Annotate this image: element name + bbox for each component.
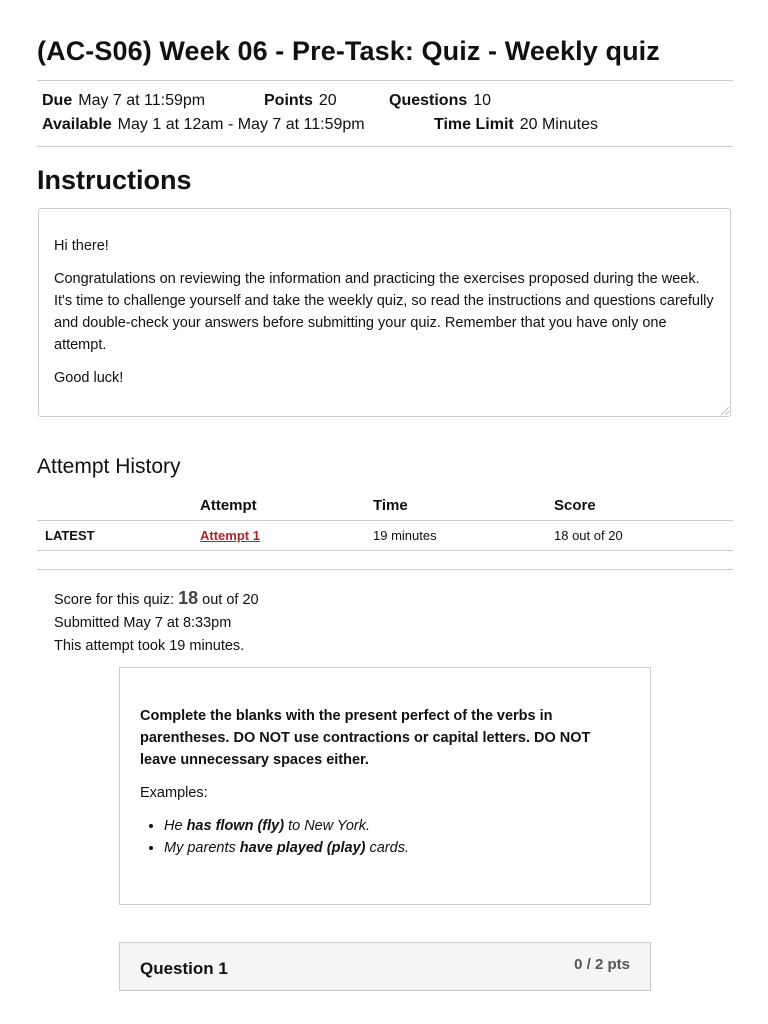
attempt-history-table	[37, 490, 733, 551]
instructions-heading: Instructions	[37, 165, 192, 195]
quiz-score-line	[54, 587, 259, 612]
due-info	[42, 92, 205, 110]
available-info	[42, 116, 365, 134]
points-label: Points	[264, 92, 313, 109]
due-value: May 7 at 11:59pm	[78, 92, 206, 109]
resize-grip-icon[interactable]	[721, 407, 729, 415]
examples-label: Examples:	[140, 785, 208, 801]
score-prefix: Score for this quiz:	[54, 592, 179, 608]
list-item	[164, 837, 630, 859]
time-limit-info	[434, 116, 598, 134]
latest-tag: LATEST	[45, 528, 95, 543]
duration-line: This attempt took 19 minutes.	[54, 638, 245, 654]
column-header-attempt: Attempt	[200, 490, 373, 521]
examples-list	[140, 815, 630, 859]
questions-label: Questions	[389, 92, 468, 109]
points-value: 20	[318, 92, 337, 109]
questions-info	[389, 92, 491, 110]
example-text: to New York.	[284, 818, 371, 834]
example-text: My parents	[164, 840, 240, 856]
column-header-tag	[37, 490, 200, 521]
example-text: cards.	[365, 840, 409, 856]
time-limit-label: Time Limit	[434, 116, 514, 133]
question-title: Question 1	[140, 959, 228, 978]
list-item	[164, 815, 630, 837]
page-title: (AC-S06) Week 06 - Pre-Task: Quiz - Weekly quiz	[37, 36, 660, 66]
column-header-score: Score	[554, 490, 733, 521]
time-limit-value: 20 Minutes	[519, 116, 598, 133]
submitted-line: Submitted May 7 at 8:33pm	[54, 615, 232, 631]
divider	[37, 80, 733, 81]
available-label: Available	[42, 116, 112, 133]
divider	[37, 569, 733, 570]
question-instructions-box	[119, 667, 651, 905]
attempt-cell	[200, 521, 373, 551]
question-points: 0 / 2 pts	[574, 956, 630, 973]
table-header-row	[37, 490, 733, 521]
question-1-header	[119, 942, 651, 991]
example-verb: has flown (fly)	[186, 818, 285, 834]
latest-tag-cell	[37, 521, 200, 551]
questions-value: 10	[473, 92, 492, 109]
divider	[37, 146, 733, 147]
column-header-time: Time	[373, 490, 554, 521]
score-suffix: out of 20	[198, 592, 259, 608]
instructions-paragraph: Congratulations on reviewing the information and practicing the exercises proposed during the week. It's time to challenge yourself and take the weekly quiz, so read the instructions and questions carefully and double-check your answers before submitting your quiz. Remember that you have only one attempt.	[54, 271, 714, 353]
time-cell: 19 minutes	[373, 521, 554, 551]
available-value: May 1 at 12am - May 7 at 11:59pm	[117, 116, 365, 133]
attempt-history-heading: Attempt History	[37, 455, 181, 478]
instructions-paragraph: Good luck!	[54, 370, 124, 386]
due-label: Due	[42, 92, 73, 109]
quiz-summary	[54, 587, 259, 658]
question-instruction-text: Complete the blanks with the present perfect of the verbs in parentheses. DO NOT use contractions or capital letters. DO NOT leave unnecessary spaces either.	[140, 708, 591, 768]
table-row	[37, 521, 733, 551]
score-value: 18	[178, 588, 199, 608]
instructions-paragraph: Hi there!	[54, 238, 109, 254]
points-info	[264, 92, 337, 110]
example-text: He	[164, 818, 187, 834]
instructions-box	[38, 208, 731, 417]
score-cell: 18 out of 20	[554, 521, 733, 551]
attempt-1-link[interactable]: Attempt 1	[200, 528, 260, 543]
example-verb: have played (play)	[239, 840, 366, 856]
